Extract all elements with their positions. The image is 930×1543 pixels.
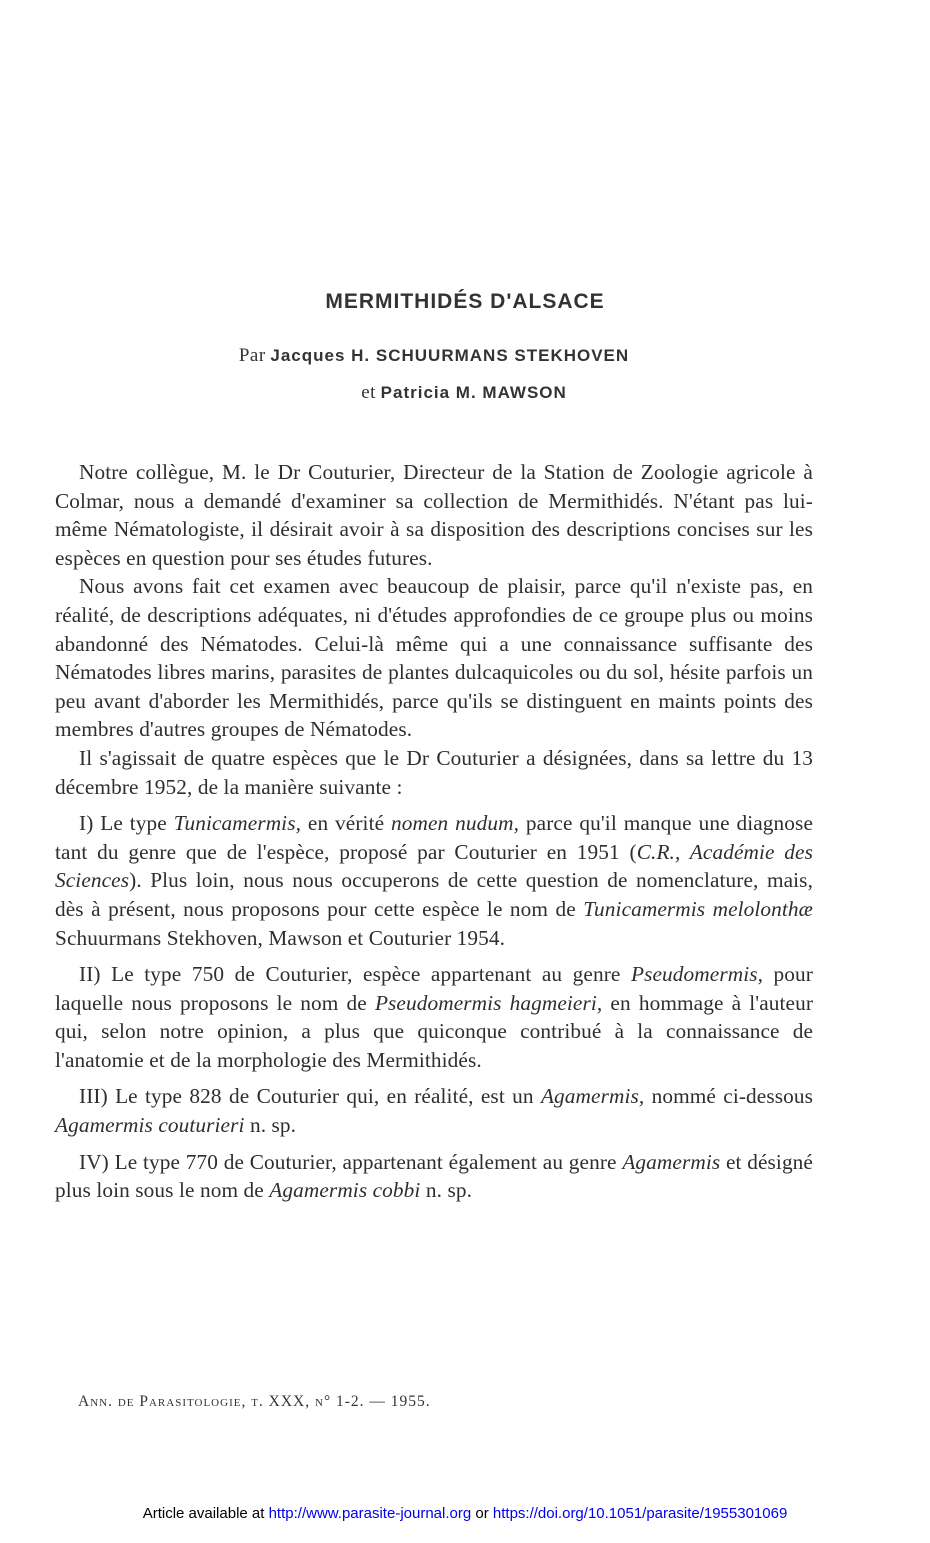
text-span: et désigné plus loin sous le nom de — [55, 1149, 813, 1203]
author-names-2: Patricia M. MAWSON — [380, 383, 567, 402]
text-span: Schuurmans Stekhoven, Mawson et Couturier 1954. — [55, 925, 506, 950]
text-span: parce qu'il manque une diagnose tant du genre que de l'espèce, proposé par Couturier en 1951 ( — [55, 811, 813, 864]
text-span: n. sp. — [420, 1178, 473, 1203]
doi-link[interactable]: https://doi.org/10.1051/parasite/1955301069 — [492, 1505, 788, 1522]
availability-notice — [0, 1505, 930, 1522]
citation: C.R., Académie des Sciences — [55, 839, 813, 893]
availability-prefix: Article available at — [142, 1505, 269, 1522]
text-span: pour laquelle nous proposons le nom de — [55, 962, 813, 1015]
text-span: nommé ci-dessous — [644, 1084, 814, 1109]
text-span: en vérité — [301, 811, 391, 836]
article-title: MERMITHIDÉS D'ALSACE — [325, 290, 605, 313]
article-body — [55, 458, 813, 1205]
text-span: en hommage à l'auteur qui, selon notre opinion, a plus que quiconque contribué à la connaissance de l'anatomie et de la morphologie des Mermithidés. — [55, 990, 814, 1072]
paragraph-type-4 — [55, 1148, 813, 1205]
species-name: Agamermis cobbi — [269, 1178, 421, 1203]
availability-or: or — [471, 1505, 493, 1522]
text-span: II) Le type 750 de Couturier, espèce appartenant au genre — [79, 962, 631, 987]
text-span: IV) Le type 770 de Couturier, appartenant également au genre — [79, 1149, 623, 1174]
genus-name: Agamermis — [622, 1149, 721, 1174]
journal-reference: Ann. de Parasitologie, t. XXX, n° 1-2. — 1955. — [78, 1393, 431, 1410]
paragraph-type-1 — [55, 809, 813, 952]
journal-link[interactable]: http://www.parasite-journal.org — [268, 1505, 472, 1522]
author-names-1: Jacques H. SCHUURMANS STEKHOVEN — [270, 346, 630, 365]
species-name: Tunicamermis melolonthæ — [583, 896, 813, 921]
byline-authors-2 — [30, 382, 898, 404]
genus-name: Pseudomermis, — [631, 962, 764, 987]
paragraph-motivation: Nous avons fait cet examen avec beaucoup de plaisir, parce qu'il n'existe pas, en réalité, de descriptions adéquates, ni d'études approfondies de ce groupe plus ou moins abandonné des Nématodes. Celui-là même qui a une connaissance suffisante des Nématodes libres marins, parasites de plantes dulcaquicoles ou du sol, hésite parfois un peu avant d'aborder les Mermithidés, parce qu'ils se distinguent en maints points des membres d'autres groupes de Nématodes. — [55, 574, 813, 742]
paragraph-intro: Notre collègue, M. le Dr Couturier, Directeur de la Station de Zoologie agricole à Colmar, nous a demandé d'examiner sa collection de Mermithidés. N'étant pas lui-même Nématologiste, il désirait avoir à sa disposition des descriptions concises sur les espèces en question pour ses études futures. — [55, 460, 813, 570]
genus-name: Agamermis, — [540, 1084, 645, 1109]
text-span: III) Le type 828 de Couturier qui, en réalité, est un — [79, 1084, 541, 1109]
text-span: ). Plus loin, nous nous occuperons de cette question de nomenclature, mais, dès à présent, nous proposons pour cette espèce le nom de — [55, 868, 813, 921]
paragraph-type-2 — [55, 960, 813, 1074]
latin-term: nomen nudum, — [391, 811, 520, 836]
text-span: I) Le type — [79, 811, 174, 836]
text-span: n. sp. — [244, 1113, 297, 1138]
genus-name: Tunicamermis, — [173, 811, 302, 836]
byline-prefix: Par — [238, 345, 266, 366]
paragraph-type-3 — [55, 1082, 813, 1139]
species-name: Pseudomermis hagmeieri, — [374, 990, 603, 1015]
byline-conjunction: et — [361, 382, 376, 403]
byline-authors-1 — [0, 345, 868, 367]
species-name: Agamermis couturieri — [55, 1113, 245, 1138]
paragraph-species-intro: Il s'agissait de quatre espèces que le Dr Couturier a désignées, dans sa lettre du 13 décembre 1952, de la manière suivante : — [55, 745, 813, 799]
